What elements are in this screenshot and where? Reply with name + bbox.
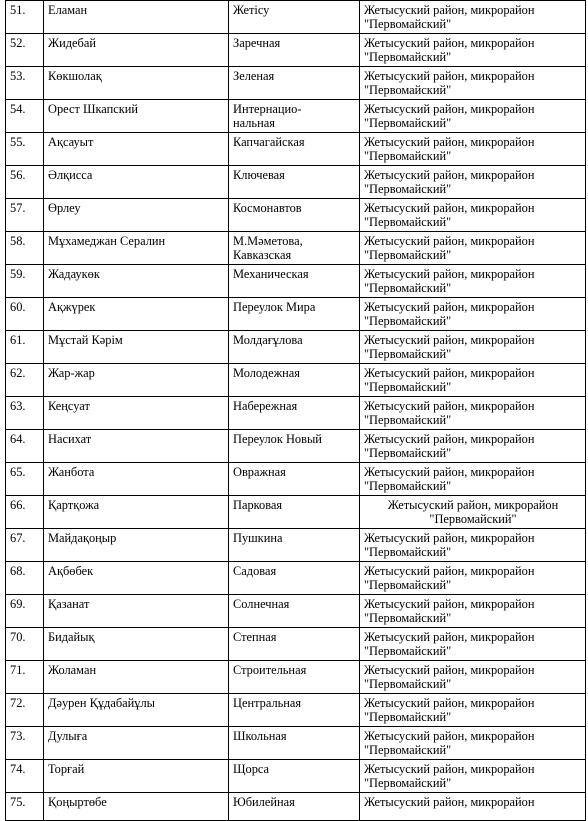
- new-street-name-cell: Жар-жар: [44, 364, 229, 397]
- new-street-name-cell: Кеңсуат: [44, 397, 229, 430]
- old-street-name-cell: Солнечная: [229, 595, 360, 628]
- table-row: [6, 529, 586, 562]
- district-address-cell: Жетысуский район, микрорайон "Первомайский": [360, 760, 586, 793]
- row-number-cell: 57.: [6, 199, 44, 232]
- old-street-name-cell: Юбилейная: [229, 793, 360, 821]
- table-row: [6, 628, 586, 661]
- row-number-cell: 73.: [6, 727, 44, 760]
- old-street-name-cell: Овражная: [229, 463, 360, 496]
- table-row: [6, 100, 586, 133]
- new-street-name-cell: Насихат: [44, 430, 229, 463]
- district-address-cell: Жетысуский район, микрорайон: [360, 793, 586, 821]
- new-street-name-cell: Жоламан: [44, 661, 229, 694]
- table-row: [6, 562, 586, 595]
- old-street-name-cell: Заречная: [229, 34, 360, 67]
- district-address-cell: Жетысуский район, микрорайон "Первомайский": [360, 628, 586, 661]
- table-row: [6, 298, 586, 331]
- new-street-name-cell: Майдақоңыр: [44, 529, 229, 562]
- old-street-name-cell: Переулок Новый: [229, 430, 360, 463]
- table-row: [6, 496, 586, 529]
- district-address-cell: Жетысуский район, микрорайон "Первомайский": [360, 562, 586, 595]
- old-street-name-cell: Ключевая: [229, 166, 360, 199]
- district-address-cell: Жетысуский район, микрорайон "Первомайский": [360, 298, 586, 331]
- district-address-cell: Жетысуский район, микрорайон "Первомайский": [360, 1, 586, 34]
- district-address-cell: Жетысуский район, микрорайон "Первомайский": [360, 496, 586, 529]
- table-row: [6, 463, 586, 496]
- district-address-cell: Жетысуский район, микрорайон "Первомайский": [360, 430, 586, 463]
- row-number-cell: 56.: [6, 166, 44, 199]
- new-street-name-cell: Дәурен Құдабайұлы: [44, 694, 229, 727]
- row-number-cell: 59.: [6, 265, 44, 298]
- old-street-name-cell: Космонавтов: [229, 199, 360, 232]
- row-number-cell: 55.: [6, 133, 44, 166]
- new-street-name-cell: Жидебай: [44, 34, 229, 67]
- row-number-cell: 69.: [6, 595, 44, 628]
- row-number-cell: 53.: [6, 67, 44, 100]
- new-street-name-cell: Әлқисса: [44, 166, 229, 199]
- new-street-name-cell: Көкшолақ: [44, 67, 229, 100]
- new-street-name-cell: Жадаукөк: [44, 265, 229, 298]
- district-address-cell: Жетысуский район, микрорайон "Первомайский": [360, 331, 586, 364]
- new-street-name-cell: Қоңыртөбе: [44, 793, 229, 821]
- district-address-cell: Жетысуский район, микрорайон "Первомайский": [360, 166, 586, 199]
- row-number-cell: 67.: [6, 529, 44, 562]
- table-body: [6, 1, 586, 821]
- old-street-name-cell: Механическая: [229, 265, 360, 298]
- old-street-name-cell: Набережная: [229, 397, 360, 430]
- old-street-name-cell: Пушкина: [229, 529, 360, 562]
- district-address-cell: Жетысуский район, микрорайон "Первомайский": [360, 694, 586, 727]
- district-address-cell: Жетысуский район, микрорайон "Первомайский": [360, 265, 586, 298]
- row-number-cell: 51.: [6, 1, 44, 34]
- row-number-cell: 68.: [6, 562, 44, 595]
- table-row: [6, 661, 586, 694]
- row-number-cell: 64.: [6, 430, 44, 463]
- district-address-cell: Жетысуский район, микрорайон "Первомайский": [360, 232, 586, 265]
- row-number-cell: 61.: [6, 331, 44, 364]
- row-number-cell: 62.: [6, 364, 44, 397]
- table-row: [6, 232, 586, 265]
- old-street-name-cell: Центральная: [229, 694, 360, 727]
- new-street-name-cell: Мұстай Кәрім: [44, 331, 229, 364]
- new-street-name-cell: Ақжүрек: [44, 298, 229, 331]
- row-number-cell: 66.: [6, 496, 44, 529]
- district-address-cell: Жетысуский район, микрорайон "Первомайский": [360, 529, 586, 562]
- row-number-cell: 58.: [6, 232, 44, 265]
- old-street-name-cell: Зеленая: [229, 67, 360, 100]
- table-row: [6, 727, 586, 760]
- new-street-name-cell: Торғай: [44, 760, 229, 793]
- table-row: [6, 364, 586, 397]
- table-row: [6, 397, 586, 430]
- new-street-name-cell: Бидайық: [44, 628, 229, 661]
- old-street-name-cell: Строительная: [229, 661, 360, 694]
- new-street-name-cell: Қартқожа: [44, 496, 229, 529]
- old-street-name-cell: Школьная: [229, 727, 360, 760]
- table-row: [6, 331, 586, 364]
- old-street-name-cell: Переулок Мира: [229, 298, 360, 331]
- old-street-name-cell: М.Мәметова, Кавказская: [229, 232, 360, 265]
- district-address-cell: Жетысуский район, микрорайон "Первомайский": [360, 661, 586, 694]
- table-row: [6, 34, 586, 67]
- new-street-name-cell: Өрлеу: [44, 199, 229, 232]
- old-street-name-cell: Щорса: [229, 760, 360, 793]
- table-row: [6, 760, 586, 793]
- old-street-name-cell: Степная: [229, 628, 360, 661]
- row-number-cell: 74.: [6, 760, 44, 793]
- street-renaming-table: [5, 0, 586, 821]
- row-number-cell: 71.: [6, 661, 44, 694]
- district-address-cell: Жетысуский район, микрорайон "Первомайский": [360, 397, 586, 430]
- district-address-cell: Жетысуский район, микрорайон "Первомайский": [360, 100, 586, 133]
- new-street-name-cell: Дулыға: [44, 727, 229, 760]
- new-street-name-cell: Мұхамеджан Сералин: [44, 232, 229, 265]
- table-row: [6, 265, 586, 298]
- new-street-name-cell: Қазанат: [44, 595, 229, 628]
- district-address-cell: Жетысуский район, микрорайон "Первомайский": [360, 34, 586, 67]
- table-row: [6, 793, 586, 821]
- district-address-cell: Жетысуский район, микрорайон "Первомайский": [360, 199, 586, 232]
- district-address-cell: Жетысуский район, микрорайон "Первомайский": [360, 595, 586, 628]
- new-street-name-cell: Орест Шкапский: [44, 100, 229, 133]
- old-street-name-cell: Садовая: [229, 562, 360, 595]
- old-street-name-cell: Молдағұлова: [229, 331, 360, 364]
- row-number-cell: 63.: [6, 397, 44, 430]
- new-street-name-cell: Ақсауыт: [44, 133, 229, 166]
- district-address-cell: Жетысуский район, микрорайон "Первомайский": [360, 133, 586, 166]
- old-street-name-cell: Интернацио- нальная: [229, 100, 360, 133]
- table-row: [6, 199, 586, 232]
- old-street-name-cell: Жетісу: [229, 1, 360, 34]
- new-street-name-cell: Ақбөбек: [44, 562, 229, 595]
- row-number-cell: 70.: [6, 628, 44, 661]
- table-row: [6, 67, 586, 100]
- district-address-cell: Жетысуский район, микрорайон "Первомайский": [360, 364, 586, 397]
- new-street-name-cell: Еламан: [44, 1, 229, 34]
- table-row: [6, 1, 586, 34]
- old-street-name-cell: Молодежная: [229, 364, 360, 397]
- table-row: [6, 166, 586, 199]
- old-street-name-cell: Капчагайская: [229, 133, 360, 166]
- old-street-name-cell: Парковая: [229, 496, 360, 529]
- district-address-cell: Жетысуский район, микрорайон "Первомайский": [360, 727, 586, 760]
- row-number-cell: 54.: [6, 100, 44, 133]
- row-number-cell: 60.: [6, 298, 44, 331]
- row-number-cell: 72.: [6, 694, 44, 727]
- row-number-cell: 52.: [6, 34, 44, 67]
- row-number-cell: 65.: [6, 463, 44, 496]
- table-row: [6, 430, 586, 463]
- row-number-cell: 75.: [6, 793, 44, 821]
- table-row: [6, 595, 586, 628]
- table-row: [6, 694, 586, 727]
- district-address-cell: Жетысуский район, микрорайон "Первомайский": [360, 463, 586, 496]
- table-row: [6, 133, 586, 166]
- district-address-cell: Жетысуский район, микрорайон "Первомайский": [360, 67, 586, 100]
- new-street-name-cell: Жанбота: [44, 463, 229, 496]
